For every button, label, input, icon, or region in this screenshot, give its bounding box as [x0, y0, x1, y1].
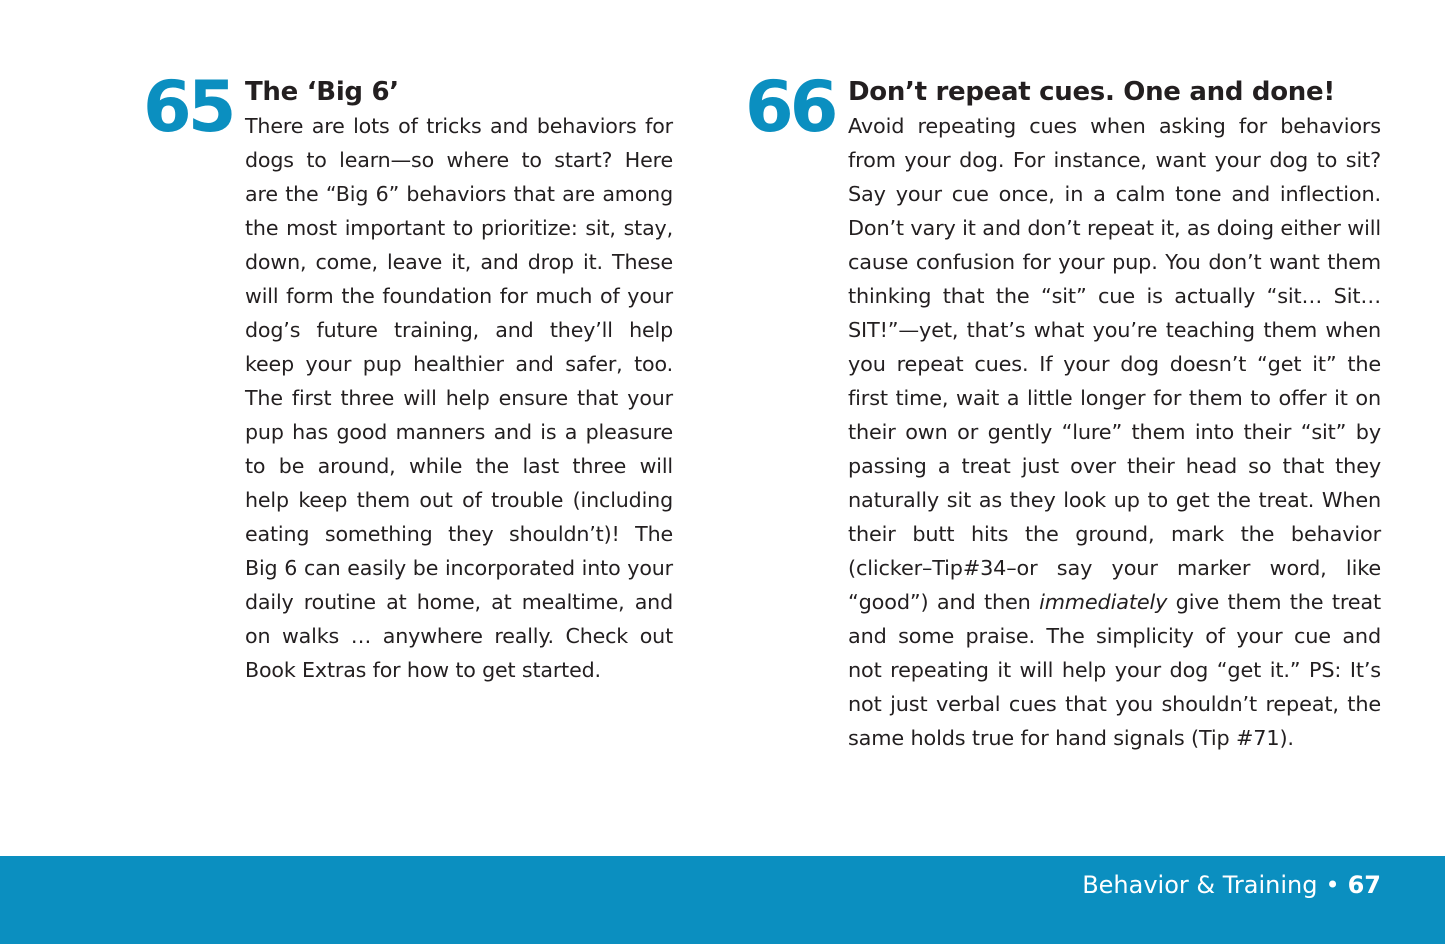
- tip-body: [848, 75, 1381, 755]
- tip-title: The ‘Big 6’: [245, 77, 399, 107]
- tip-65: [143, 66, 675, 687]
- page-number: 67: [1347, 871, 1381, 899]
- tip-title: Don’t repeat cues. One and done!: [848, 77, 1335, 107]
- tip-text-emphasis: immediately: [1039, 590, 1168, 614]
- tip-number: 66: [745, 66, 835, 148]
- tip-number: 65: [143, 66, 233, 148]
- tip-text: [848, 109, 1381, 755]
- footer-separator: •: [1325, 871, 1340, 899]
- section-title: Behavior & Training: [1082, 871, 1318, 899]
- tip-text: There are lots of tricks and behaviors for dogs to learn—so where to start? Here are the “Big 6” behaviors that are among the most important to prioritize: sit, stay, down, come, leave it, and drop it. These will form the foundation for much of your dog’s future training, and they’ll help keep your pup healthier and safer, too. The first three will help ensure that your pup has good manners and is a pleasure to be around, while the last three will help keep them out of trouble (including eating something they shouldn’t)! The Big 6 can easily be incorporated into your daily routine at home, at mealtime, and on walks … anywhere really. Check out Book Extras for how to get started.: [245, 114, 673, 682]
- tip-text-part: give them the treat and some praise. The simplicity of your cue and not repeating it will help your dog “get it.” PS: It’s not just verbal cues that you shouldn’t repeat, the same holds true for hand signals (Tip #71).: [848, 590, 1382, 750]
- page-footer: [1082, 868, 1381, 902]
- tip-body: [245, 75, 673, 687]
- tip-66: [745, 66, 1383, 755]
- tip-text-part: Avoid repeating cues when asking for behaviors from your dog. For instance, want your dog to sit? Say your cue once, in a calm tone and inflection. Don’t vary it and don’t repeat it, as doing either will cause confusion for your pup. You don’t want them thinking that the “sit” cue is actually “sit… Sit… SIT!”—yet, that’s what you’re teaching them when you repeat cues. If your dog doesn’t “get it” the first time, wait a little longer for them to offer it on their own or gently “lure” them into their “sit” by passing a treat just over their head so that they naturally sit as they look up to get the treat. When their butt hits the ground, mark the behavior (clicker–Tip#34–or say your marker word, like “good”) and then: [848, 114, 1381, 614]
